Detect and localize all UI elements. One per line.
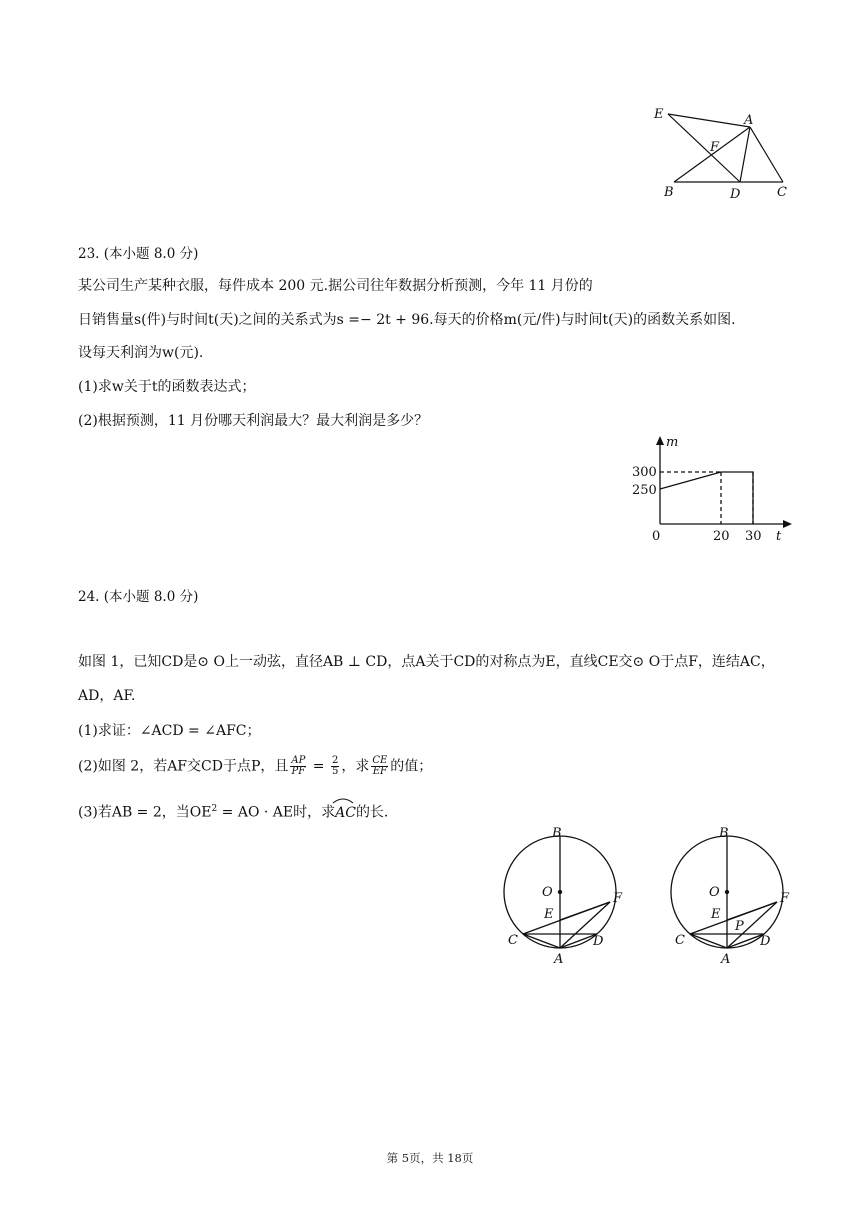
c2-label-D: D [760, 934, 771, 949]
y-tick-300: 300 [632, 465, 657, 480]
x-tick-30: 30 [745, 529, 762, 544]
q24-heading: 24. (本小题 8.0 分) [78, 589, 199, 605]
q24-line2: AD，AF. [78, 688, 136, 704]
label-A: A [744, 113, 754, 128]
q24-part2-eq: = [308, 758, 329, 775]
c1-label-E: E [544, 907, 554, 922]
frac3-num: CE [372, 755, 388, 766]
page-footer: 第 5页，共 18页 [386, 1151, 474, 1165]
label-C: C [777, 185, 787, 200]
arc-ac: AC [335, 804, 356, 821]
c1-label-C: C [508, 933, 518, 948]
c1-label-B: B [552, 826, 562, 841]
frac3-den: EF [372, 766, 387, 777]
q23-line2: 日销售量s(件)与时间t(天)之间的关系式为s =− 2t + 96.每天的价格m(元/件)与时间t(天)的函数关系如图. [78, 312, 736, 328]
fraction-2-5 [331, 756, 339, 777]
q23-heading: 23. (本小题 8.0 分) [78, 246, 199, 262]
fraction-ap-pf [290, 756, 306, 777]
q23-part2: (2)根据预测，11 月份哪天利润最大？最大利润是多少？ [78, 413, 429, 429]
q24-part2-text-c: 的值； [390, 758, 433, 775]
c1-label-D: D [593, 934, 604, 949]
label-D: D [730, 187, 741, 202]
q24-part2-text-b: ，求 [341, 758, 370, 775]
q24-part3-text-a: (3)若AB = 2，当OE [78, 804, 212, 821]
c2-label-O: O [709, 885, 720, 900]
c1-label-A: A [554, 952, 564, 967]
x-tick-20: 20 [713, 529, 730, 544]
c1-label-F: F [613, 891, 623, 906]
y-tick-250: 250 [632, 483, 657, 498]
frac2-den: 5 [331, 766, 339, 777]
q23-part1: (1)求w关于t的函数表达式； [78, 379, 256, 395]
frac1-den: PF [291, 766, 306, 777]
arc-mark [330, 796, 356, 804]
q24-part3-sup: 2 [211, 804, 218, 814]
q24-part2-text-a: (2)如图 2，若AF交CD于点P，且 [78, 758, 289, 775]
triangle-figure [640, 100, 800, 210]
c2-label-E: E [711, 907, 721, 922]
c2-label-B: B [719, 826, 729, 841]
c2-label-F: F [780, 891, 790, 906]
price-time-graph [620, 432, 800, 547]
label-F: F [710, 140, 720, 155]
origin-label: 0 [652, 529, 661, 544]
q23-line3: 设每天利润为w(元). [78, 345, 204, 361]
q24-line1: 如图 1，已知CD是⊙ O上一动弦，直径AB ⊥ CD，点A关于CD的对称点为E，直线CE交⊙ O于点F，连结AC， [78, 654, 775, 670]
c1-label-O: O [542, 885, 553, 900]
fraction-ce-ef [371, 756, 388, 777]
x-axis-label: t [776, 529, 782, 544]
q24-part3-text-c: 的长. [355, 804, 389, 821]
frac2-num: 2 [331, 755, 339, 766]
c2-label-C: C [675, 933, 685, 948]
circle-figure-1 [495, 822, 635, 972]
q24-part3-text-b: = AO · AE时，求 [217, 804, 336, 821]
q24-part2 [78, 756, 432, 777]
label-B: B [664, 185, 674, 200]
circle-figure-2 [662, 822, 802, 972]
c2-label-A: A [721, 952, 731, 967]
label-E: E [654, 107, 664, 122]
y-axis-label: m [666, 435, 679, 450]
q23-line1: 某公司生产某种衣服，每件成本 200 元.据公司往年数据分析预测，今年 11 月份的 [78, 278, 593, 294]
c2-label-P: P [735, 919, 744, 934]
frac1-num: AP [291, 755, 306, 766]
q24-part1: (1)求证：∠ACD = ∠AFC； [78, 723, 261, 739]
